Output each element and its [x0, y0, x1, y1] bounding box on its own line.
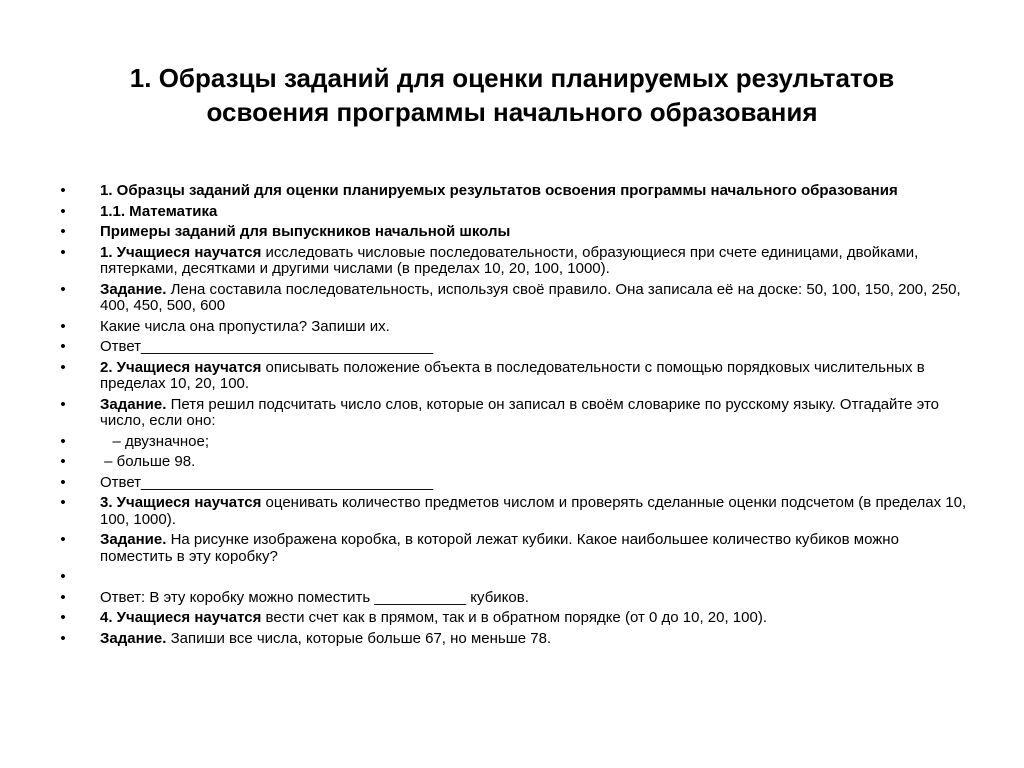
slide-title-line-1: 1. Образцы заданий для оценки планируемых результатов — [129, 63, 895, 93]
bullet-item — [58, 183, 968, 200]
bullet-item — [58, 224, 968, 241]
bullet-marker: • — [60, 588, 66, 606]
bullet-text: описывать положение объекта в последовательности с помощью порядковых числительных в пределах 10, 20, 100. — [100, 358, 925, 392]
bullet-marker: • — [60, 568, 66, 585]
bullet-item — [58, 319, 968, 336]
bullet-item — [58, 339, 968, 356]
bullet-item — [58, 475, 968, 492]
bullet-item — [58, 569, 968, 586]
bullet-bold-text: Задание. — [100, 280, 167, 298]
bullet-marker: • — [60, 182, 66, 199]
bullet-item — [58, 454, 968, 471]
bullet-marker: • — [60, 280, 66, 298]
bullet-text: вести счет как в прямом, так и в обратном порядке (от 0 до 10, 20, 100). — [261, 609, 767, 626]
bullet-bold-text: Задание. — [100, 531, 167, 548]
bullet-marker: • — [60, 432, 66, 450]
bullet-item — [58, 397, 968, 430]
bullet-item — [58, 495, 968, 528]
bullet-text: Ответ: В эту коробку можно поместить ___________ кубиков. — [100, 588, 529, 606]
bullet-text: исследовать числовые последовательности, образующиеся при счете единицами, двойками, пятерками, десятками и другими числами (в пределах 10, 20, 100, 1000). — [100, 243, 919, 277]
bullet-text: Ответ___________________________________ — [100, 473, 434, 491]
bullet-marker: • — [60, 395, 66, 413]
bullet-bold-text: 1.1. Математика — [100, 202, 218, 220]
bullet-text: Какие числа она пропустила? Запиши их. — [100, 317, 390, 335]
bullet-list — [58, 183, 968, 651]
bullet-marker: • — [60, 317, 66, 335]
bullet-item — [58, 360, 968, 393]
bullet-bold-text: Задание. — [100, 629, 167, 647]
bullet-marker: • — [60, 531, 66, 548]
bullet-item — [58, 631, 968, 648]
bullet-marker: • — [60, 338, 66, 355]
bullet-item — [58, 610, 968, 627]
slide-title — [40, 61, 984, 129]
bullet-text: Запиши все числа, которые больше 67, но меньше 78. — [166, 629, 552, 647]
bullet-marker: • — [60, 453, 66, 470]
bullet-marker: • — [60, 223, 66, 240]
bullet-marker: • — [60, 202, 66, 220]
bullet-bold-text: 1. Учащиеся научатся — [100, 243, 262, 261]
bullet-bold-text: 4. Учащиеся научатся — [100, 609, 262, 626]
bullet-marker: • — [60, 358, 66, 376]
bullet-item — [58, 245, 968, 278]
bullet-marker: • — [60, 609, 66, 626]
bullet-text: На рисунке изображена коробка, в которой лежат кубики. Какое наибольшее количество кубиков можно поместить в эту коробку? — [100, 531, 899, 565]
bullet-marker: • — [60, 494, 66, 511]
bullet-bold-text: 3. Учащиеся научатся — [100, 494, 262, 511]
bullet-text: – больше 98. — [100, 453, 196, 470]
bullet-marker: • — [60, 473, 66, 491]
bullet-marker: • — [60, 243, 66, 261]
bullet-marker: • — [60, 629, 66, 647]
bullet-text: Лена составила последовательность, используя своё правило. Она записала её на доске: 50, 100, 150, 200, 250, 400, 450, 500, 600 — [100, 280, 961, 314]
bullet-text: – двузначное; — [100, 432, 210, 450]
bullet-bold-text: Задание. — [100, 395, 167, 413]
bullet-item — [58, 532, 968, 565]
bullet-text: Петя решил подсчитать число слов, которые он записал в своём словарике по русскому языку. Отгадайте это число, если оно: — [100, 395, 939, 429]
bullet-item — [58, 282, 968, 315]
slide-title-line-2: освоения программы начального образования — [206, 97, 818, 127]
bullet-bold-text: Примеры заданий для выпускников начальной школы — [100, 223, 511, 240]
bullet-bold-text: 2. Учащиеся научатся — [100, 358, 262, 376]
bullet-bold-text: 1. Образцы заданий для оценки планируемых результатов освоения программы начального образования — [100, 182, 898, 199]
bullet-text: Ответ___________________________________ — [100, 338, 434, 355]
bullet-item — [58, 204, 968, 221]
bullet-item — [58, 590, 968, 607]
bullet-item — [58, 434, 968, 451]
bullet-text: оценивать количество предметов числом и проверять сделанные оценки подсчетом (в пределах 10, 100, 1000). — [100, 494, 967, 528]
